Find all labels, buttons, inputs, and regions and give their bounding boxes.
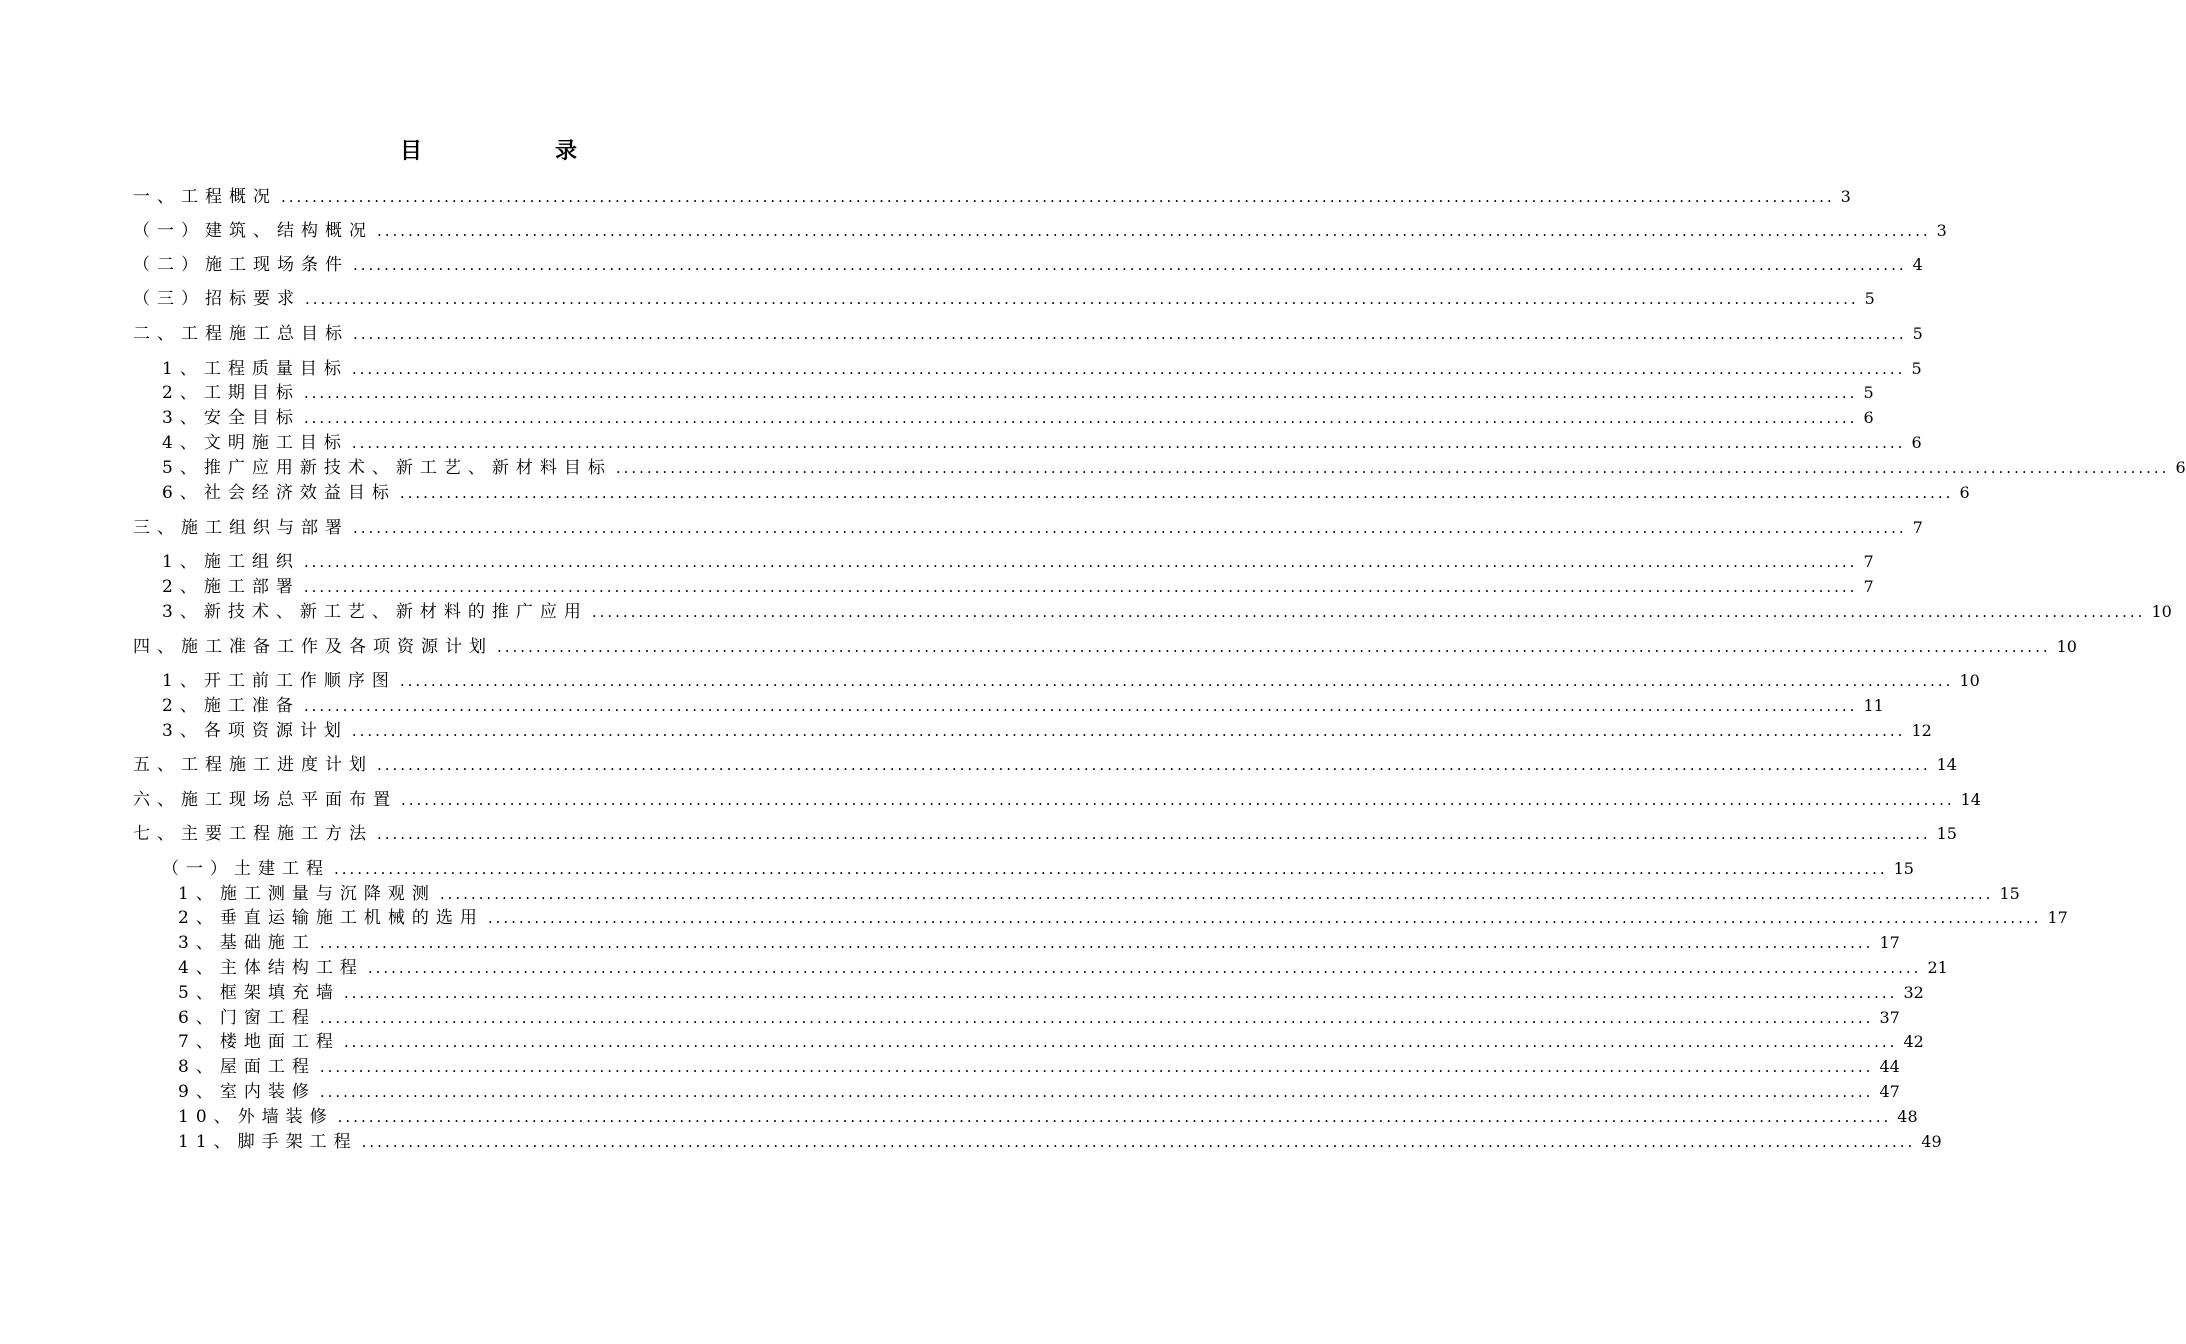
- toc-entry[interactable]: [162, 694, 1884, 718]
- toc-entry-leader: ........................................................................................................................................................................................................: [353, 519, 1907, 537]
- toc-entry-label: 2、垂直运输施工机械的选用: [178, 908, 484, 928]
- toc-entry-leader: ........................................................................................................................................................................................................: [319, 1009, 1874, 1027]
- toc-entry[interactable]: [162, 857, 1914, 881]
- toc-entry[interactable]: [178, 1055, 1900, 1079]
- toc-entry-leader: ........................................................................................................................................................................................................: [353, 256, 1907, 274]
- toc-entry-page: 10: [2056, 637, 2077, 656]
- toc-entry[interactable]: [162, 456, 2186, 480]
- toc-entry-leader: ........................................................................................................................................................................................................: [377, 825, 1931, 843]
- toc-entry-label: 6、门窗工程: [178, 1008, 316, 1028]
- toc-entry-page: 48: [1897, 1107, 1918, 1126]
- toc-entry[interactable]: [133, 287, 1875, 311]
- toc-entry-page: 6: [1959, 483, 1970, 502]
- toc-entry-label: 三、施工组织与部署: [133, 518, 349, 538]
- toc-entry-leader: ........................................................................................................................................................................................................: [351, 360, 1906, 378]
- toc-entry-label: 4、主体结构工程: [178, 958, 364, 978]
- toc-entry-leader: ........................................................................................................................................................................................................: [353, 325, 1907, 343]
- toc-entry-leader: ........................................................................................................................................................................................................: [377, 756, 1931, 774]
- toc-entry[interactable]: [178, 906, 2068, 930]
- toc-entry-leader: ........................................................................................................................................................................................................: [319, 934, 1874, 952]
- toc-entry[interactable]: [162, 575, 1874, 599]
- toc-entry-page: 10: [2151, 602, 2172, 621]
- toc-entry[interactable]: [162, 550, 1874, 574]
- toc-entry-label: 1、施工组织: [162, 552, 300, 572]
- toc-entry[interactable]: [178, 882, 2020, 906]
- toc-entry-leader: ........................................................................................................................................................................................................: [319, 1058, 1874, 1076]
- toc-entry[interactable]: [178, 931, 1900, 955]
- toc-entry-page: 7: [1863, 577, 1874, 596]
- toc-entry-label: 四、施工准备工作及各项资源计划: [133, 637, 493, 657]
- toc-entry-leader: ........................................................................................................................................................................................................: [303, 553, 1858, 571]
- toc-entry[interactable]: [162, 481, 1970, 505]
- toc-entry-page: 5: [1911, 359, 1922, 378]
- toc-entry[interactable]: [178, 1080, 1900, 1104]
- toc-entry-page: 17: [1879, 933, 1900, 952]
- toc-entry[interactable]: [162, 669, 1980, 693]
- toc-entry[interactable]: [162, 600, 2172, 624]
- toc-entry-label: 4、文明施工目标: [162, 433, 348, 453]
- toc-entry[interactable]: [133, 788, 1981, 812]
- toc-entry[interactable]: [133, 219, 1947, 243]
- toc-entry-page: 6: [1863, 408, 1874, 427]
- toc-entry-label: 3、安全目标: [162, 408, 300, 428]
- toc-entry-page: 17: [2047, 908, 2068, 927]
- toc-entry-page: 10: [1959, 671, 1980, 690]
- toc-entry-label: 1、开工前工作顺序图: [162, 671, 396, 691]
- toc-entry-leader: ........................................................................................................................................................................................................: [303, 409, 1858, 427]
- toc-entry-label: 3、各项资源计划: [162, 721, 348, 741]
- toc-entry[interactable]: [162, 357, 1922, 381]
- toc-entry[interactable]: [133, 822, 1957, 846]
- toc-entry-label: 3、基础施工: [178, 933, 316, 953]
- toc-entry-label: 二、工程施工总目标: [133, 324, 349, 344]
- toc-entry-page: 49: [1921, 1132, 1942, 1151]
- toc-entry-label: 6、社会经济效益目标: [162, 483, 396, 503]
- toc-entry-label: 7、楼地面工程: [178, 1032, 340, 1052]
- toc-entry-leader: ........................................................................................................................................................................................................: [615, 459, 2170, 477]
- toc-entry-leader: ........................................................................................................................................................................................................: [591, 603, 2146, 621]
- toc-entry-label: 一、工程概况: [133, 187, 277, 207]
- toc-entry-label: 2、工期目标: [162, 383, 300, 403]
- toc-entry-label: 3、新技术、新工艺、新材料的推广应用: [162, 602, 588, 622]
- toc-entry-leader: ........................................................................................................................................................................................................: [401, 791, 1955, 809]
- toc-entry[interactable]: [133, 753, 1957, 777]
- toc-entry-page: 14: [1936, 755, 1957, 774]
- toc-entry[interactable]: [162, 431, 1922, 455]
- toc-entry-label: 六、施工现场总平面布置: [133, 790, 397, 810]
- toc-entry[interactable]: [162, 406, 1874, 430]
- toc-entry-label: 2、施工准备: [162, 696, 300, 716]
- toc-entry-leader: ........................................................................................................................................................................................................: [487, 909, 2042, 927]
- toc-entry-page: 42: [1903, 1032, 1924, 1051]
- toc-entry-leader: ........................................................................................................................................................................................................: [281, 188, 1835, 206]
- toc-entry[interactable]: [178, 1006, 1900, 1030]
- toc-entry-label: 8、屋面工程: [178, 1057, 316, 1077]
- toc-entry-leader: ........................................................................................................................................................................................................: [305, 290, 1859, 308]
- toc-entry-leader: ........................................................................................................................................................................................................: [351, 434, 1906, 452]
- toc-entry-label: （一）建筑、结构概况: [133, 221, 373, 241]
- toc-entry-page: 15: [1936, 824, 1957, 843]
- toc-entry-label: 1、施工测量与沉降观测: [178, 884, 436, 904]
- toc-entry-leader: ........................................................................................................................................................................................................: [399, 672, 1954, 690]
- toc-entry-page: 3: [1840, 187, 1851, 206]
- toc-entry-leader: ........................................................................................................................................................................................................: [319, 1083, 1874, 1101]
- toc-entry-leader: ........................................................................................................................................................................................................: [377, 222, 1931, 240]
- toc-entry-page: 12: [1911, 721, 1932, 740]
- toc-entry[interactable]: [162, 719, 1932, 743]
- toc-entry-page: 47: [1879, 1082, 1900, 1101]
- toc-entry-leader: ........................................................................................................................................................................................................: [303, 384, 1858, 402]
- toc-entry-page: 5: [1863, 383, 1874, 402]
- toc-entry[interactable]: [178, 981, 1924, 1005]
- toc-entry-page: 37: [1879, 1008, 1900, 1027]
- toc-entry[interactable]: [133, 185, 1851, 209]
- toc-entry-label: 2、施工部署: [162, 577, 300, 597]
- toc-entry[interactable]: [178, 1105, 1918, 1129]
- toc-entry-page: 11: [1863, 696, 1884, 715]
- toc-entry-page: 7: [1863, 552, 1874, 571]
- toc-title-part1: 目: [400, 138, 423, 164]
- toc-entry-leader: ........................................................................................................................................................................................................: [303, 697, 1858, 715]
- toc-entry-label: 5、框架填充墙: [178, 983, 340, 1003]
- toc-entry-leader: ........................................................................................................................................................................................................: [351, 722, 1906, 740]
- toc-entry-page: 14: [1960, 790, 1981, 809]
- toc-entry-page: 21: [1927, 958, 1948, 977]
- toc-entry-label: 10、外墙装修: [178, 1107, 334, 1127]
- toc-entry-label: 11、脚手架工程: [178, 1132, 358, 1152]
- toc-entry-page: 5: [1912, 324, 1923, 343]
- toc-entry-leader: ........................................................................................................................................................................................................: [334, 860, 1888, 878]
- toc-entry-leader: ........................................................................................................................................................................................................: [343, 1033, 1898, 1051]
- toc-entry-leader: ........................................................................................................................................................................................................: [497, 638, 2051, 656]
- toc-entry-page: 15: [1999, 884, 2020, 903]
- toc-entry-leader: ........................................................................................................................................................................................................: [343, 984, 1898, 1002]
- toc-entry-leader: ........................................................................................................................................................................................................: [399, 484, 1954, 502]
- toc-entry-page: 4: [1912, 255, 1923, 274]
- toc-entry-label: 七、主要工程施工方法: [133, 824, 373, 844]
- toc-entry-page: 7: [1912, 518, 1923, 537]
- toc-entry-label: （一）土建工程: [162, 859, 330, 879]
- toc-entry[interactable]: [133, 635, 2077, 659]
- toc-entry-label: 9、室内装修: [178, 1082, 316, 1102]
- toc-entry-label: 5、推广应用新技术、新工艺、新材料目标: [162, 458, 612, 478]
- toc-entry[interactable]: [133, 253, 1923, 277]
- toc-entry[interactable]: [133, 516, 1923, 540]
- toc-entry[interactable]: [178, 956, 1948, 980]
- toc-entry-page: 15: [1893, 859, 1914, 878]
- toc-entry-label: 五、工程施工进度计划: [133, 755, 373, 775]
- toc-entry-page: 5: [1864, 289, 1875, 308]
- toc-entry-label: （二）施工现场条件: [133, 255, 349, 275]
- toc-entry-leader: ........................................................................................................................................................................................................: [361, 1133, 1916, 1151]
- toc-entry[interactable]: [178, 1130, 1942, 1154]
- toc-entry[interactable]: [133, 322, 1923, 346]
- toc-entry-page: 44: [1879, 1057, 1900, 1076]
- toc-entry-page: 6: [1911, 433, 1922, 452]
- toc-entry-leader: ........................................................................................................................................................................................................: [337, 1108, 1892, 1126]
- toc-entry[interactable]: [178, 1030, 1924, 1054]
- toc-entry-page: 3: [1936, 221, 1947, 240]
- toc-title-part2: 录: [555, 138, 578, 164]
- toc-entry-page: 32: [1903, 983, 1924, 1002]
- toc-entry-leader: ........................................................................................................................................................................................................: [367, 959, 1922, 977]
- toc-entry[interactable]: [162, 381, 1874, 405]
- toc-entry-leader: ........................................................................................................................................................................................................: [303, 578, 1858, 596]
- toc-entry-label: （三）招标要求: [133, 289, 301, 309]
- toc-entry-page: 6: [2175, 458, 2186, 477]
- toc-entry-leader: ........................................................................................................................................................................................................: [439, 885, 1994, 903]
- toc-entry-label: 1、工程质量目标: [162, 359, 348, 379]
